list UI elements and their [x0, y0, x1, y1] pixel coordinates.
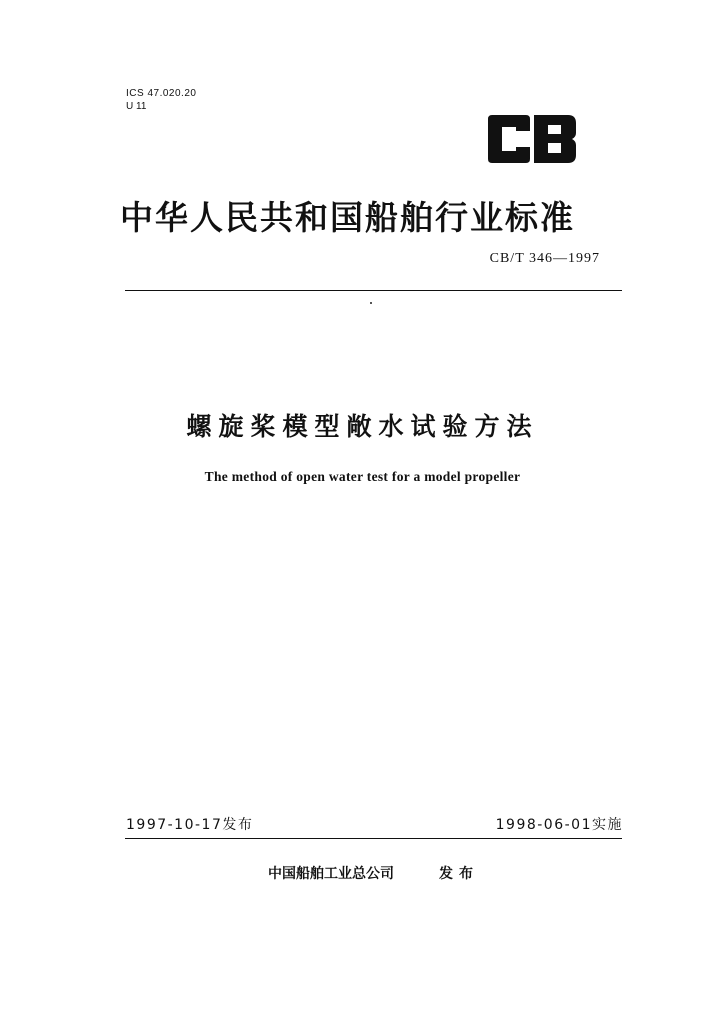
- implementation-date: 1998-06-01实施: [495, 817, 623, 833]
- cb-logo: [484, 113, 580, 165]
- publish-label: 发布: [439, 866, 479, 882]
- top-divider: [125, 290, 622, 291]
- document-title-en: The method of open water test for a model propeller: [204, 469, 521, 484]
- standard-number: CB/T 346—1997: [489, 251, 600, 266]
- issue-date: 1997-10-17发布: [126, 817, 254, 833]
- bottom-divider: [125, 838, 622, 839]
- document-title-cn: 螺旋桨模型敞水试验方法: [186, 412, 539, 441]
- ccs-code: U 11: [126, 101, 147, 112]
- publisher-name: 中国船舶工业总公司: [268, 866, 394, 882]
- print-dot: [370, 302, 372, 304]
- ics-code: ICS 47.020.20: [126, 88, 197, 99]
- industry-standard-title: 中华人民共和国船舶行业标准: [120, 198, 575, 237]
